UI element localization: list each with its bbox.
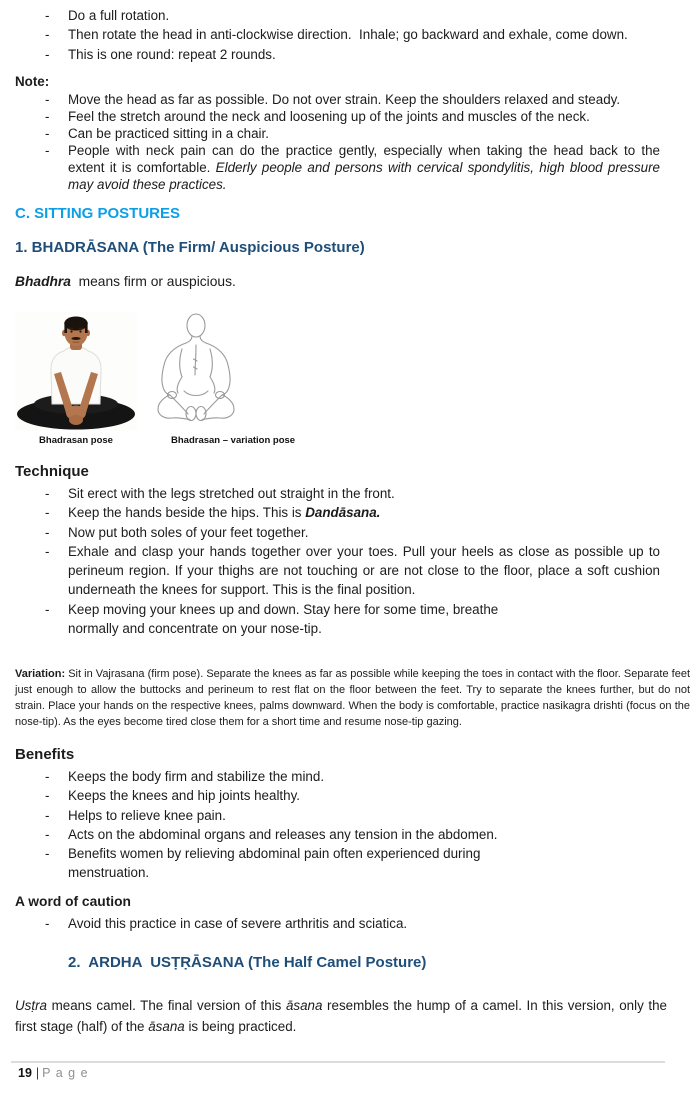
- bullet-dash: -: [45, 92, 50, 107]
- bullet-dash: -: [45, 826, 50, 842]
- note-heading: Note:: [15, 74, 50, 89]
- list-item: [15, 767, 660, 786]
- list-item-text: Acts on the abdominal organs and releases any tension in the abdomen.: [68, 826, 498, 842]
- list-item: [15, 914, 660, 933]
- caution-bullet-list: [15, 914, 660, 933]
- bullet-dash: -: [45, 109, 50, 124]
- list-item: [15, 91, 660, 108]
- bullet-dash: -: [45, 143, 50, 158]
- benefits-heading: Benefits: [15, 746, 75, 763]
- list-item: [15, 786, 660, 805]
- list-item: [15, 108, 660, 125]
- list-item-text: Feel the stretch around the neck and loosening up of the joints and muscles of the neck.: [68, 109, 590, 124]
- list-item: [15, 6, 660, 25]
- page-footer: [18, 1065, 89, 1081]
- list-item-text: Do a full rotation.: [68, 8, 170, 23]
- bullet-dash: -: [45, 807, 50, 823]
- list-item-text: Avoid this practice in case of severe arthritis and sciatica.: [68, 916, 408, 931]
- list-item: [15, 806, 660, 825]
- bullet-dash: -: [45, 543, 50, 559]
- page-number: 19: [18, 1066, 32, 1080]
- list-item: [15, 523, 660, 542]
- ustra-intro-paragraph: Usṭra means camel. The final version of this āsana resembles the hump of a camel. In this version, only the first stage (half) of the āsana is being practiced.: [15, 998, 671, 1034]
- bullet-dash: -: [45, 769, 50, 784]
- list-item: [15, 825, 660, 844]
- bullet-dash: -: [45, 601, 50, 617]
- bullet-dash: -: [45, 27, 50, 43]
- bhadrasan-variation-drawing: [148, 311, 244, 430]
- bhadrasan-pose-photo: [15, 312, 137, 431]
- photo-caption: Bhadrasan pose: [39, 435, 113, 446]
- list-item: [15, 25, 660, 44]
- bhadhra-intro-paragraph: Bhadhra means firm or auspicious.: [15, 274, 236, 289]
- list-item-text: Keep the hands beside the hips. This is Dandāsana.: [68, 505, 381, 521]
- list-item-text: Exhale and clasp your hands together over your toes. Pull your heels as close as possible up to perineum region. If your thighs are not touching or are not close to the floor, place a soft cushion underneath the knees for support. This is the final position.: [68, 543, 664, 598]
- footer-separator: |: [35, 1066, 40, 1080]
- list-item-text: Helps to relieve knee pain.: [68, 807, 226, 823]
- list-item: [15, 125, 660, 142]
- benefits-bullet-list: [15, 767, 660, 883]
- bullet-dash: -: [45, 846, 50, 862]
- figure-row: [15, 311, 445, 451]
- sitting-postures-heading: C. SITTING POSTURES: [15, 205, 181, 222]
- bullet-dash: -: [45, 916, 50, 931]
- bullet-dash: -: [45, 505, 50, 521]
- bullet-dash: -: [45, 126, 50, 141]
- caution-heading: A word of caution: [15, 894, 131, 909]
- bullet-dash: -: [45, 46, 50, 62]
- rotation-bullet-list: [15, 6, 660, 64]
- technique-bullet-list: [15, 484, 664, 638]
- bullet-dash: -: [45, 8, 50, 23]
- list-item: [15, 600, 660, 639]
- list-item: [15, 142, 664, 193]
- footer-rule: [11, 1061, 665, 1063]
- footer-label: P a g e: [42, 1066, 89, 1080]
- list-item: [15, 503, 660, 522]
- list-item-text: Then rotate the head in anti-clockwise direction. Inhale; go backward and exhale, come down.: [68, 27, 628, 43]
- bullet-dash: -: [45, 524, 50, 540]
- list-item-text: People with neck pain can do the practice gently, especially when taking the head back to the extent it is comfortable. Elderly people and persons with cervical spondylitis, high blood pressure may avoid these practices.: [68, 143, 664, 192]
- list-item-text: Sit erect with the legs stretched out straight in the front.: [68, 486, 395, 501]
- list-item-text: This is one round: repeat 2 rounds.: [68, 46, 276, 62]
- list-item-text: Keeps the body firm and stabilize the mind.: [68, 769, 325, 784]
- technique-heading: Technique: [15, 463, 89, 480]
- drawing-caption: Bhadrasan – variation pose: [171, 435, 296, 446]
- list-item: [15, 844, 660, 883]
- list-item-text: Can be practiced sitting in a chair.: [68, 126, 269, 141]
- variation-paragraph: Variation: Sit in Vajrasana (firm pose). Separate the knees as far as possible while keeping the toes in contact with the floor. Separate feet just enough to allow the buttocks and perineum to rest flat on the floor between the feet. Try to separate the knees further, but do not strain. Place your hands on the respective knees, palms downward. When the body is comfortable, practice nasikagra drishti (focus on the nose-tip). As the eyes become tired close them for a short time and resume nose-tip gazing.: [15, 668, 694, 729]
- list-item: [15, 542, 664, 600]
- list-item-text: Keeps the knees and hip joints healthy.: [68, 788, 301, 804]
- bullet-dash: -: [45, 788, 50, 804]
- list-item-text: Move the head as far as possible. Do not over strain. Keep the shoulders relaxed and steady.: [68, 92, 621, 107]
- ardha-ustrasana-heading: 2. ARDHA USṬṚĀSANA (The Half Camel Posture): [68, 954, 427, 971]
- note-bullet-list: [15, 91, 664, 193]
- bullet-dash: -: [45, 486, 50, 501]
- list-item-text: Now put both soles of your feet together.: [68, 524, 309, 540]
- list-item: [15, 45, 660, 64]
- list-item: [15, 484, 660, 503]
- list-item-text: Keep moving your knees up and down. Stay here for some time, breathe normally and concentrate on your nose-tip.: [68, 601, 499, 637]
- list-item-text: Benefits women by relieving abdominal pain often experienced during menstruation.: [68, 846, 481, 881]
- bhadrasana-heading: 1. BHADRĀSANA (The Firm/ Auspicious Posture): [15, 239, 365, 256]
